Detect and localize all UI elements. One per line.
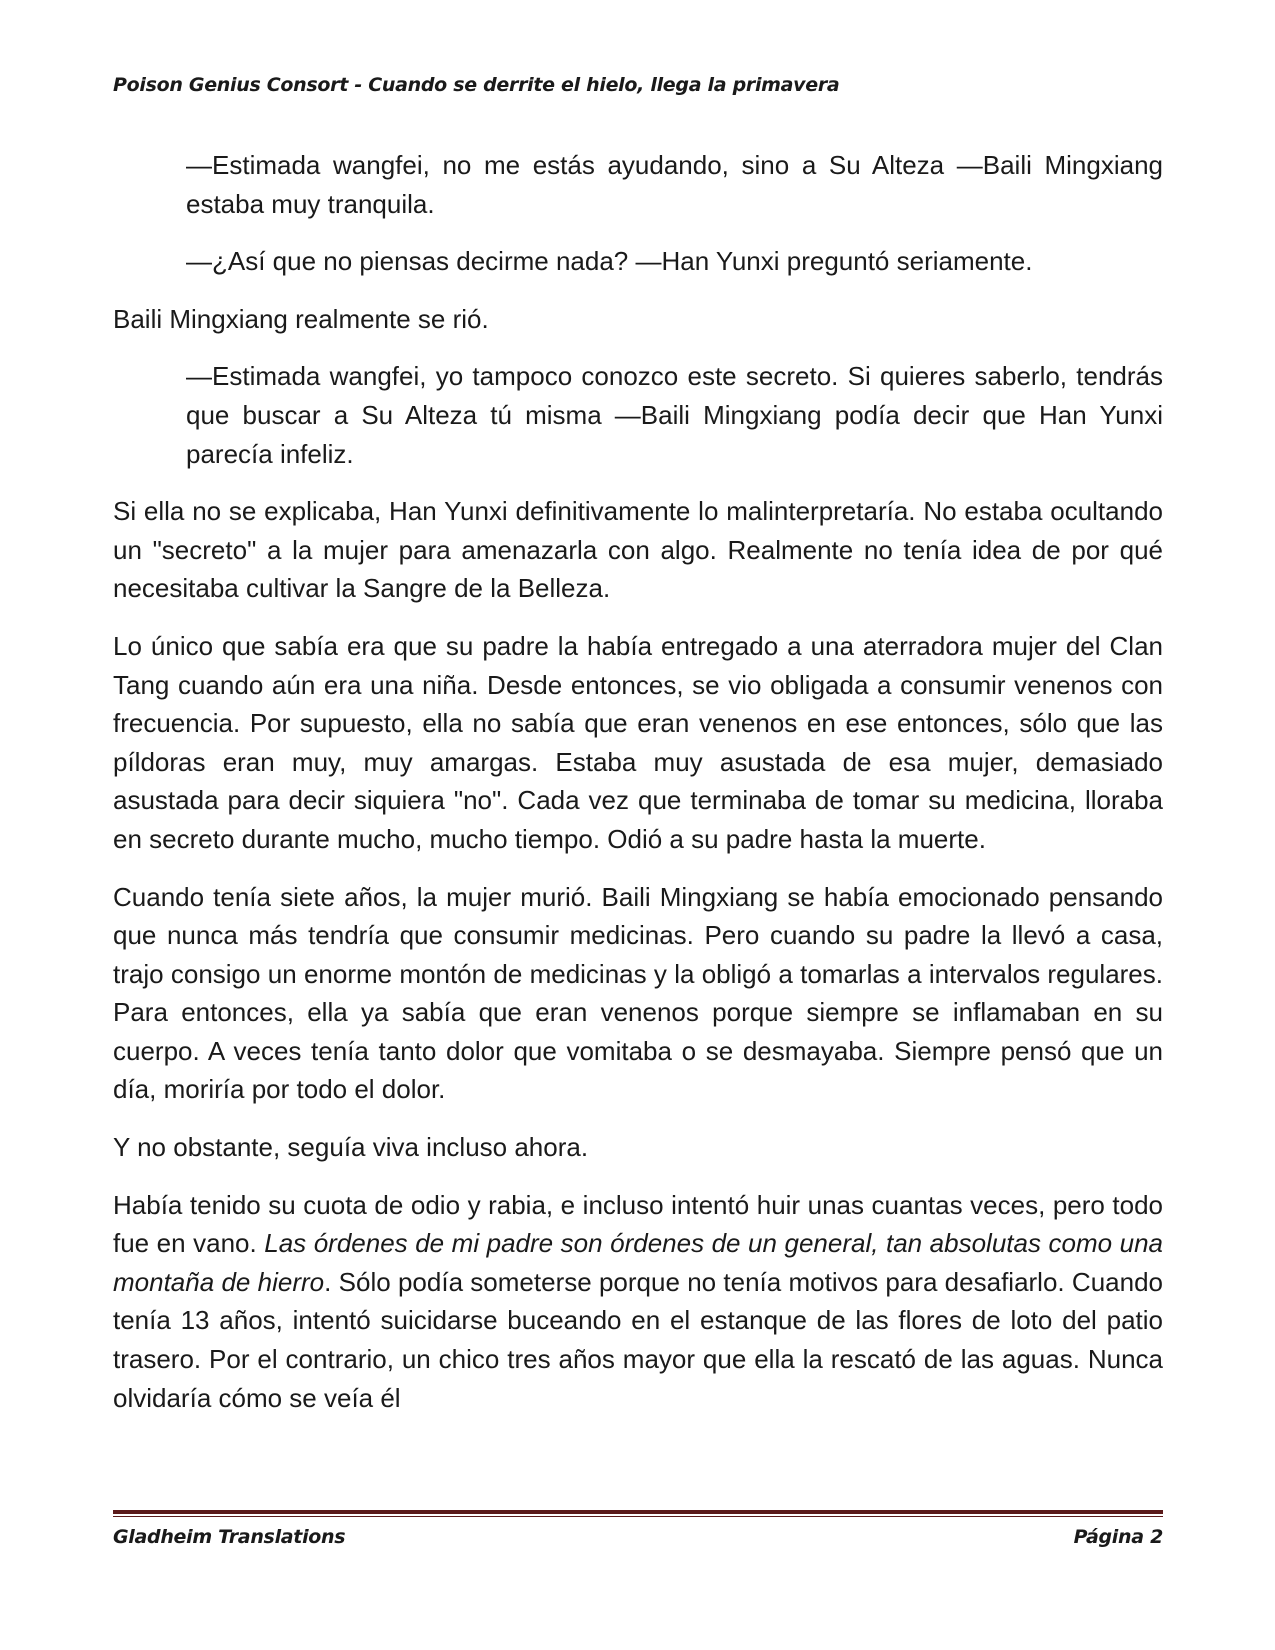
paragraph-6: Lo único que sabía era que su padre la había entregado a una aterradora mujer del Clan Tang cuando aún era una niña. Desde entonces, se vio obligada a consumir venenos con frecuencia. Por supuesto, ella no sabía que eran venenos en ese entonces, sólo que las píldoras eran muy, muy amargas. Estaba muy asustada de esa mujer, demasiado asustada para decir siquiera "no". Cada vez que terminaba de tomar su medicina, lloraba en secreto durante mucho, mucho tiempo. Odió a su padre hasta la muerte. <box>113 630 1163 854</box>
document-body <box>113 146 1163 1417</box>
footer-publisher: Gladheim Translations <box>113 1526 346 1548</box>
paragraph-8: Y no obstante, seguía viva incluso ahora. <box>113 1132 589 1163</box>
paragraph-9 <box>113 1186 1163 1418</box>
paragraph-7: Cuando tenía siete años, la mujer murió. Baili Mingxiang se había emocionado pensando que nunca más tendría que consumir medicinas. Pero cuando su padre la llevó a casa, trajo consigo un enorme montón de medicinas y la obligó a tomarlas a intervalos regulares. Para entonces, ella ya sabía que eran venenos porque siempre se inflamaban en su cuerpo. A veces tenía tanto dolor que vomitaba o se desmayaba. Siempre pensó que un día, moriría por todo el dolor. <box>113 881 1163 1105</box>
paragraph-2: —¿Así que no piensas decirme nada? —Han Yunxi preguntó seriamente. <box>186 246 1033 277</box>
paragraph-4: —Estimada wangfei, yo tampoco conozco este secreto. Si quieres saberlo, tendrás que buscar a Su Alteza tú misma —Baili Mingxiang podía decir que Han Yunxi parecía infeliz. <box>186 361 1163 469</box>
page-footer <box>113 1526 1163 1548</box>
paragraph-3: Baili Mingxiang realmente se rió. <box>113 303 489 334</box>
paragraph-9-part-b: . Sólo podía someterse porque no tenía motivos para desafiarlo. Cuando tenía 13 años, intentó suicidarse buceando en el estanque de las flores de loto del patio trasero. Por el contrario, un chico tres años mayor que ella la rescató de las aguas. Nunca olvidaría cómo se veía él <box>113 1266 1163 1413</box>
footer-rule-thin <box>113 1516 1163 1517</box>
page-header: Poison Genius Consort - Cuando se derrite el hielo, llega la primavera <box>113 74 840 96</box>
footer-rule <box>113 1510 1163 1519</box>
paragraph-1: —Estimada wangfei, no me estás ayudando, sino a Su Alteza —Baili Mingxiang estaba muy tranquila. <box>186 150 1163 219</box>
paragraph-9-italic: Las órdenes de mi padre son órdenes de un general, tan absolutas como una montaña de hierro <box>113 1228 1163 1297</box>
footer-page-number: Página 2 <box>1073 1526 1163 1548</box>
paragraph-9-part-a: Había tenido su cuota de odio y rabia, e incluso intentó huir unas cuantas veces, pero todo fue en vano. <box>113 1189 1163 1259</box>
paragraph-5: Si ella no se explicaba, Han Yunxi definitivamente lo malinterpretaría. No estaba ocultando un "secreto" a la mujer para amenazarla con algo. Realmente no tenía idea de por qué necesitaba cultivar la Sangre de la Belleza. <box>113 496 1163 604</box>
footer-rule-thick <box>113 1510 1163 1514</box>
